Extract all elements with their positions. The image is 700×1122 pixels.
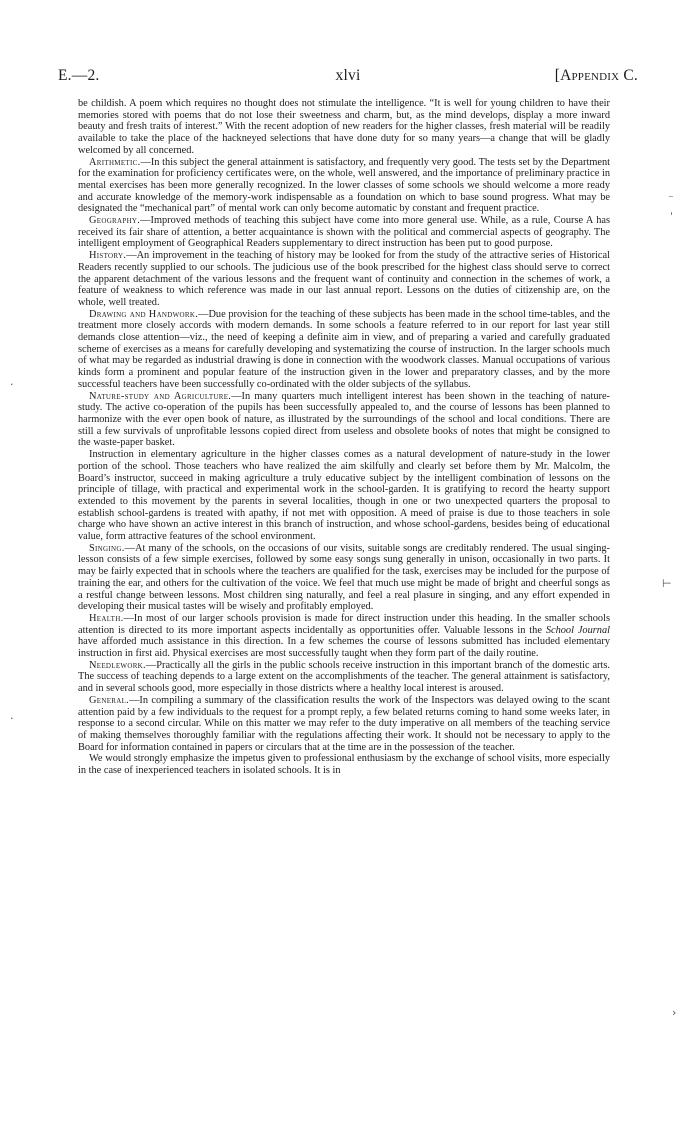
paragraph-arithmetic: Arithmetic.—In this subject the general attainment is satisfactory, and frequently very good. The tests set by the Department for the examination for proficiency certificates were, on the whole, well answered, and the importance of preliminary practice in mental exercises has been more generally recognized. In the lower classes of some schools we should welcome a more ready and accurate knowledge of the memory-work indispensable as a foundation on which to base sound progress. What may be designated the “mechanical part” of mental work can only become automatic by constant and frequent practice. xyxy=(78,156,610,215)
margin-mark: ⊢ xyxy=(662,577,672,590)
margin-mark: ˈ xyxy=(670,210,674,223)
margin-mark: · xyxy=(10,378,14,391)
section-heading: Nature-study and Agriculture. xyxy=(89,390,232,402)
section-heading: History. xyxy=(89,250,127,262)
paragraph-geography: Geography.—Improved methods of teaching this subject have come into more general use. While, as a rule, Course A has received its fair share of attention, a better acquaintance is shown with the political and commercial aspects of geography. The intelligent employment of Geographical Readers supplementary to direct instruction has been put to good purpose. xyxy=(78,215,610,250)
body-text xyxy=(78,98,610,777)
paragraph-needlework: Needlework.—Practically all the girls in the public schools receive instruction in this important branch of the domestic arts. The success of teaching depends to a large extent on the accomplishments of the teacher. The general attainment is satisfactory, and in several schools good, more especially in those districts where a healthy local interest is aroused. xyxy=(78,659,610,695)
section-heading: Needlework. xyxy=(89,659,146,671)
paragraph-singing: Singing.—At many of the schools, on the occasions of our visits, suitable songs are creditably rendered. The usual singing-lesson consists of a few simple exercises, followed by some easy songs sung generally in unison, occasionally in two parts. It may be fairly expected that in schools where the teachers are qualified for the task, exercises may be included for the purpose of training the ear, and others for the cultivation of the voice. We feel that much use might be made of bright and cheerful songs as a restful change between lessons. Most children sing naturally, and feel a real plasure in singing, and any effort expended in developing their musical tastes will be wisely and profitably employed. xyxy=(78,542,610,613)
section-heading: Geography. xyxy=(89,215,141,227)
journal-title: School Journal xyxy=(545,624,610,636)
section-heading: General. xyxy=(89,694,130,706)
paragraph-school-visits: We would strongly emphasize the impetus given to professional enthusiasm by the exchange of school visits, more especially in the case of inexperienced teachers in isolated schools. It is in xyxy=(78,753,610,777)
paragraph-history: History.—An improvement in the teaching of history may be looked for from the study of the attractive series of Historical Readers recently supplied to our schools. The judicious use of the book prescribed for the highest class should serve to correct the apparent detachment of the various lessons and the frequent want of continuity and connection in the schemes of work, a feature of weakness to which reference was made in our last annual report. Lessons on the duties of citizenship are, on the whole, well treated. xyxy=(78,250,610,308)
margin-mark: › xyxy=(672,1006,677,1019)
paragraph-general: General.—In compiling a summary of the classification results the work of the Inspectors was delayed owing to the scant attention paid by a few individuals to the request for a prompt reply, a few belated returns coming to hand some weeks later, in response to a second circular. While on this matter we may refer to the duty imperative on all members of the teaching service of making themselves thoroughly familiar with the regulations affecting their work. It should not be necessary to apply to the Board for information contained in papers or circulars that at the time are in the possession of the teacher. xyxy=(78,694,610,753)
section-heading: Health. xyxy=(89,612,124,624)
margin-mark: · xyxy=(10,712,14,725)
page-number: xlvi xyxy=(335,67,361,84)
paragraph-agriculture: Instruction in elementary agriculture in the higher classes comes as a natural development of nature-study in the lower portion of the school. Those teachers who have realized the aim skilfully and clearly set before them by Mr. Malcolm, the Board’s instructor, succeed in making agriculture a truly educative subject by the intelligent combination of lessons on the principle of tillage, with practical and experimental work in the school-garden. It is gratifying to record the hearty support extended to this movement by the parents in several localities, though in one or two unexpected quarters the proposal to establish school-gardens is treated with apathy, if not met with opposition. A meed of praise is due to those teachers in sole charge who have shown an active interest in this branch of instruction, and whose school-gardens, besides being of educational value, form attractive features of the school environment. xyxy=(78,449,610,543)
section-heading: Arithmetic. xyxy=(89,156,141,168)
paragraph-drawing-handwork: Drawing and Handwork.—Due provision for the teaching of these subjects has been made in the school time-tables, and the treatment more closely accords with modern demands. In some schools a feature referred to in our report for last year still demands close attention—viz., the need of keeping a definite aim in view, and of preparing a varied and carefully graduated scheme of exercises as a means for carefully developing and systematizing the course of instruction. In the larger schools much of what may be regarded as industrial drawing is done in connection with the woodwork classes. Manual occupations of various kinds form a prominent and popular feature of the instruction given in the lower and preparatory classes, and by the more successful teachers have been successfully co-ordinated with the older subjects of the syllabus. xyxy=(78,308,610,390)
page-header xyxy=(58,67,638,91)
paragraph-poetry-continued: be childish. A poem which requires no thought does not stimulate the intelligence. “It is well for young children to have their memories stored with poems that do not lose their sweetness and charm, but, as the mind develops, display a more inward beauty and fresh traits of interest.” With the recent adoption of new readers for the higher classes, fresh material will be readily available to take the place of the hackneyed selections that have done duty for so many years—a change that will be gladly welcomed by all concerned. xyxy=(78,98,610,156)
paragraph-nature-study: Nature-study and Agriculture.—In many quarters much intelligent interest has been shown in the teaching of nature-study. The active co-operation of the pupils has been successfully appealed to, and the course of lessons has been planned to harmonize with the ever open book of nature, as illustrated by the surroundings of the school and local conditions. There are still a few survivals of unprofitable lessons copied direct from useless and obsolete books of notes that might be consigned to the waste-paper basket. xyxy=(78,390,610,449)
report-code: E.—2. xyxy=(58,67,100,84)
section-heading: Drawing and Handwork. xyxy=(89,308,199,320)
appendix-label: [Appendix C. xyxy=(554,67,638,84)
margin-mark: ⁻ xyxy=(668,192,674,205)
section-heading: Singing. xyxy=(89,542,125,554)
paragraph-health: Health.—In most of our larger schools provision is made for direct instruction under this heading. In the smaller schools attention is directed to its more important aspects incidentally as opportunities offer. Valuable lessons in the School Journal have afforded much assistance in this direction. In a few schemes the course of lessons submitted has included elementary instruction in first aid. Physical exercises are most successfully taught when they form part of the daily routine. xyxy=(78,612,610,660)
